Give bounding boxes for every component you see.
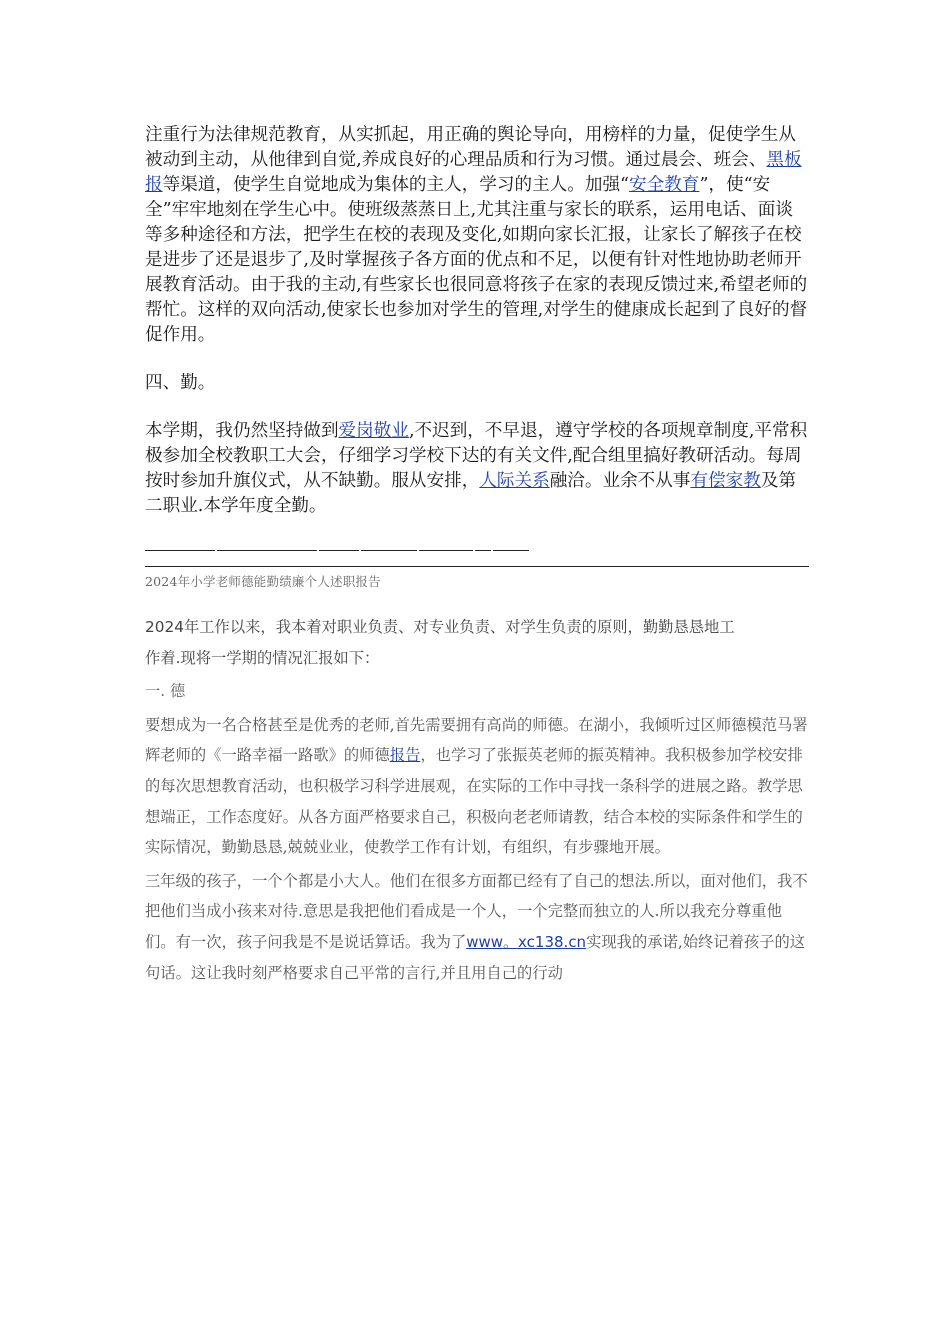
- link-report[interactable]: 报告: [389, 746, 421, 765]
- paragraph-text: 注重行为法律规范教育，从实抓起，用正确的舆论导向，用榜样的力量，促使学生从被动到主动，从他律到自觉,养成良好的心理品质和行为习惯。通过晨会、班会、: [145, 125, 796, 170]
- paragraph-virtue: [145, 710, 810, 863]
- link-paid-tutoring[interactable]: 有偿家教: [690, 471, 761, 491]
- paragraph-text: 要想成为一名合格甚至是优秀的老师,首先需要拥有高尚的师德。在湖小，我倾听过区师德模范马署辉老师的《一路幸福一路歌》的师德: [145, 715, 808, 765]
- link-safety-education[interactable]: 安全教育: [629, 175, 700, 195]
- link-blackboard[interactable]: 黑板报: [145, 150, 802, 195]
- paragraph-moral-education: [145, 123, 810, 348]
- paragraph-text: 等渠道，使学生自觉地成为集体的主人，学习的主人。加强“: [162, 175, 630, 195]
- paragraph-text: 年工作以来，我本着对职业负责、对专业负责、对学生负责的原则，勤勤恳恳地工: [183, 618, 735, 636]
- paragraph-text: ”，使“安全”牢牢地刻在学生心中。使班级蒸蒸日上,尤其注重与家长的联系，运用电话、面谈等多种途径和方法，把学生在校的表现及变化,如期向家长汇报，让家长了解孩子在校是进步了还是退步了,及时掌握孩子各方面的优点和不足，以便有针对性地协助老师开展教育活动。由于我的主动,有些家长也很同意将孩子在家的表现反馈过来,希望老师的帮忙。这样的双向活动,使家长也参加对学生的管理,对学生的健康成长起到了良好的督促作用。: [145, 175, 808, 345]
- intro-paragraph: [145, 612, 810, 673]
- horizontal-rule: [145, 566, 809, 567]
- paragraph-diligence: [145, 419, 810, 519]
- upper-section: [145, 123, 810, 519]
- paragraph-text: 及第二职业.本学年度全勤。: [145, 471, 797, 516]
- document-title: 2024年小学老师德能勤绩廉个人述职报告: [145, 574, 381, 589]
- paragraph-text: 作着.现将一学期的情况汇报如下：: [145, 648, 380, 667]
- lower-section: [145, 612, 810, 988]
- paragraph-third-grade: [145, 866, 810, 988]
- link-dedication[interactable]: 爱岗敬业: [338, 421, 409, 441]
- link-relationships[interactable]: 人际关系: [479, 471, 550, 491]
- paragraph-text: ,不迟到，不早退，遵守学校的各项规章制度,平常积极参加全校教职工大会，仔细学习学校下达的有关文件,配合组里搞好教研活动。每周按时参加升旗仪式，从不缺勤。服从安排，: [145, 421, 808, 491]
- paragraph-text: 实现我的承诺,始终记着孩子的这句话。这让我时刻严格要求自己平常的言行,并且用自己的行动: [145, 932, 806, 982]
- paragraph-text: 三年级的孩子，一个个都是小大人。他们在很多方面都已经有了自己的想法.所以，面对他们，我不把他们当成小孩来对待.意思是我把他们看成是一个人，一个完整而独立的人.所以我充分尊重他们。有一次，孩子问我是不是说话算话。我为了: [145, 871, 808, 951]
- paragraph-text: 本学期，我仍然坚持做到: [145, 421, 339, 441]
- paragraph-text: 融洽。业余不从事: [549, 471, 691, 491]
- year-number: 2024: [145, 618, 184, 636]
- section-heading-virtue: 一. 德: [145, 682, 186, 701]
- link-website[interactable]: www。xc138.cn: [466, 932, 587, 951]
- dashed-separator: [145, 547, 535, 553]
- section-heading-diligence: 四、勤。: [145, 373, 216, 393]
- paragraph-text: ，也学习了张振英老师的振英精神。我积极参加学校安排的每次思想教育活动，也积极学习科学进展观，在实际的工作中寻找一条科学的进展之路。教学思想端正，工作态度好。从各方面严格要求自己，积极向老老师请教，结合本校的实际条件和学生的实际情况，勤勤恳恳,兢兢业业，使教学工作有计划，有组织，有步骤地开展。: [145, 746, 803, 857]
